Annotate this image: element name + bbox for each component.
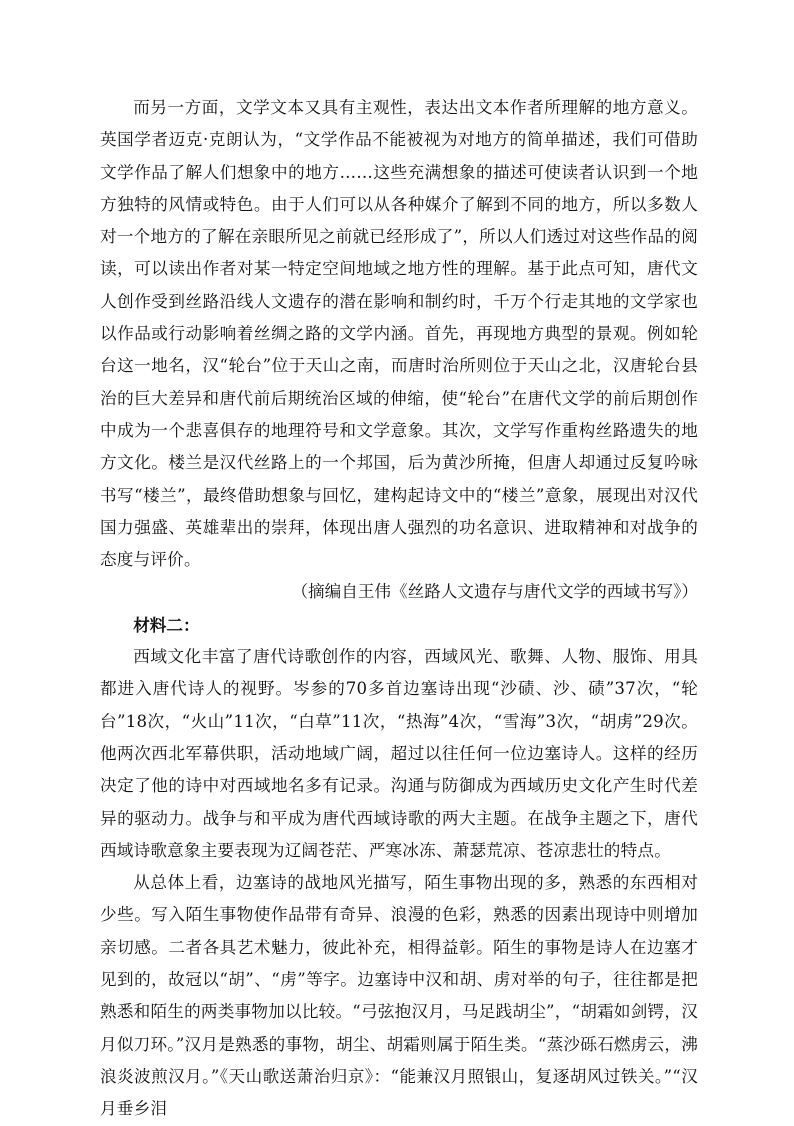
paragraph-material-two-1: 西域文化丰富了唐代诗歌创作的内容，西域风光、歌舞、人物、服饰、用具都进入唐代诗人的视野。岑参的70多首边塞诗出现“沙碛、沙、碛”37次，“轮台”18次，“火山”11次，“白草”11次，“热海”4次，“雪海”3次，“胡虏”29次。他两次西北军幕供职，活动地域广阔，超过以往任何一位边塞诗人。这样的经历决定了他的诗中对西域地名多有记录。沟通与防御成为西域历史文化产生时代差异的驱动力。战争与和平成为唐代西域诗歌的两大主题。在战争主题之下，唐代西域诗歌意象主要表现为辽阔苍茫、严寒冰冻、萧瑟荒凉、苍凉悲壮的特点。	[100, 647, 698, 860]
paragraph-material-two-2: 从总体上看，边塞诗的战地风光描写，陌生事物出现的多，熟悉的东西相对少些。写入陌生事物使作品带有奇异、浪漫的色彩，熟悉的因素出现诗中则增加亲切感。二者各具艺术魅力，彼此补充，相得益彰。陌生的事物是诗人在边塞才见到的，故冠以“胡”、“虏”等字。边塞诗中汉和胡、虏对举的句子，往往都是把熟悉和陌生的两类事物加以比较。“弓弦抱汉月，马足践胡尘”，“胡霜如剑锷，汉月似刀环。”汉月是熟悉的事物，胡尘、胡霜则属于陌生类。“蒸沙砾石燃虏云，沸浪炎波煎汉月。”《天山歌送萧治归京》：“能兼汉月照银山，复逐胡风过铁关。”“汉月垂乡泪	[100, 873, 698, 1119]
source-citation: （摘编自王伟《丝路人文遗存与唐代文学的西域书写》）	[291, 582, 698, 602]
document-page	[100, 92, 698, 1126]
section-heading-material-two: 材料二：	[133, 614, 200, 635]
paragraph-material-one: 而另一方面，文学文本又具有主观性，表达出文本作者所理解的地方意义。英国学者迈克·克朗认为，“文学作品不能被视为对地方的简单描述，我们可借助文学作品了解人们想象中的地方……这些充满想象的描述可使读者认识到一个地方独特的风情或特色。由于人们可以从各种媒介了解到不同的地方，所以多数人对一个地方的了解在亲眼所见之前就已经形成了”，所以人们透过对这些作品的阅读，可以读出作者对某一特定空间地域之地方性的理解。基于此点可知，唐代文人创作受到丝路沿线人文遗存的潜在影响和制约时，千万个行走其地的文学家也以作品或行动影响着丝绸之路的文学内涵。首先，再现地方典型的景观。例如轮台这一地名，汉“轮台”位于天山之南，而唐时治所则位于天山之北，汉唐轮台县治的巨大差异和唐代前后期统治区域的伸缩，使“轮台”在唐代文学的前后期创作中成为一个悲喜俱存的地理符号和文学意象。其次，文学写作重构丝路遗失的地方文化。楼兰是汉代丝路上的一个邦国，后为黄沙所掩，但唐人却通过反复吟咏书写“楼兰”，最终借助想象与回忆，建构起诗文中的“楼兰”意象，展现出对汉代国力强盛、英雄辈出的崇拜，体现出唐人强烈的功名意识、进取精神和对战争的态度与评价。	[100, 98, 698, 570]
